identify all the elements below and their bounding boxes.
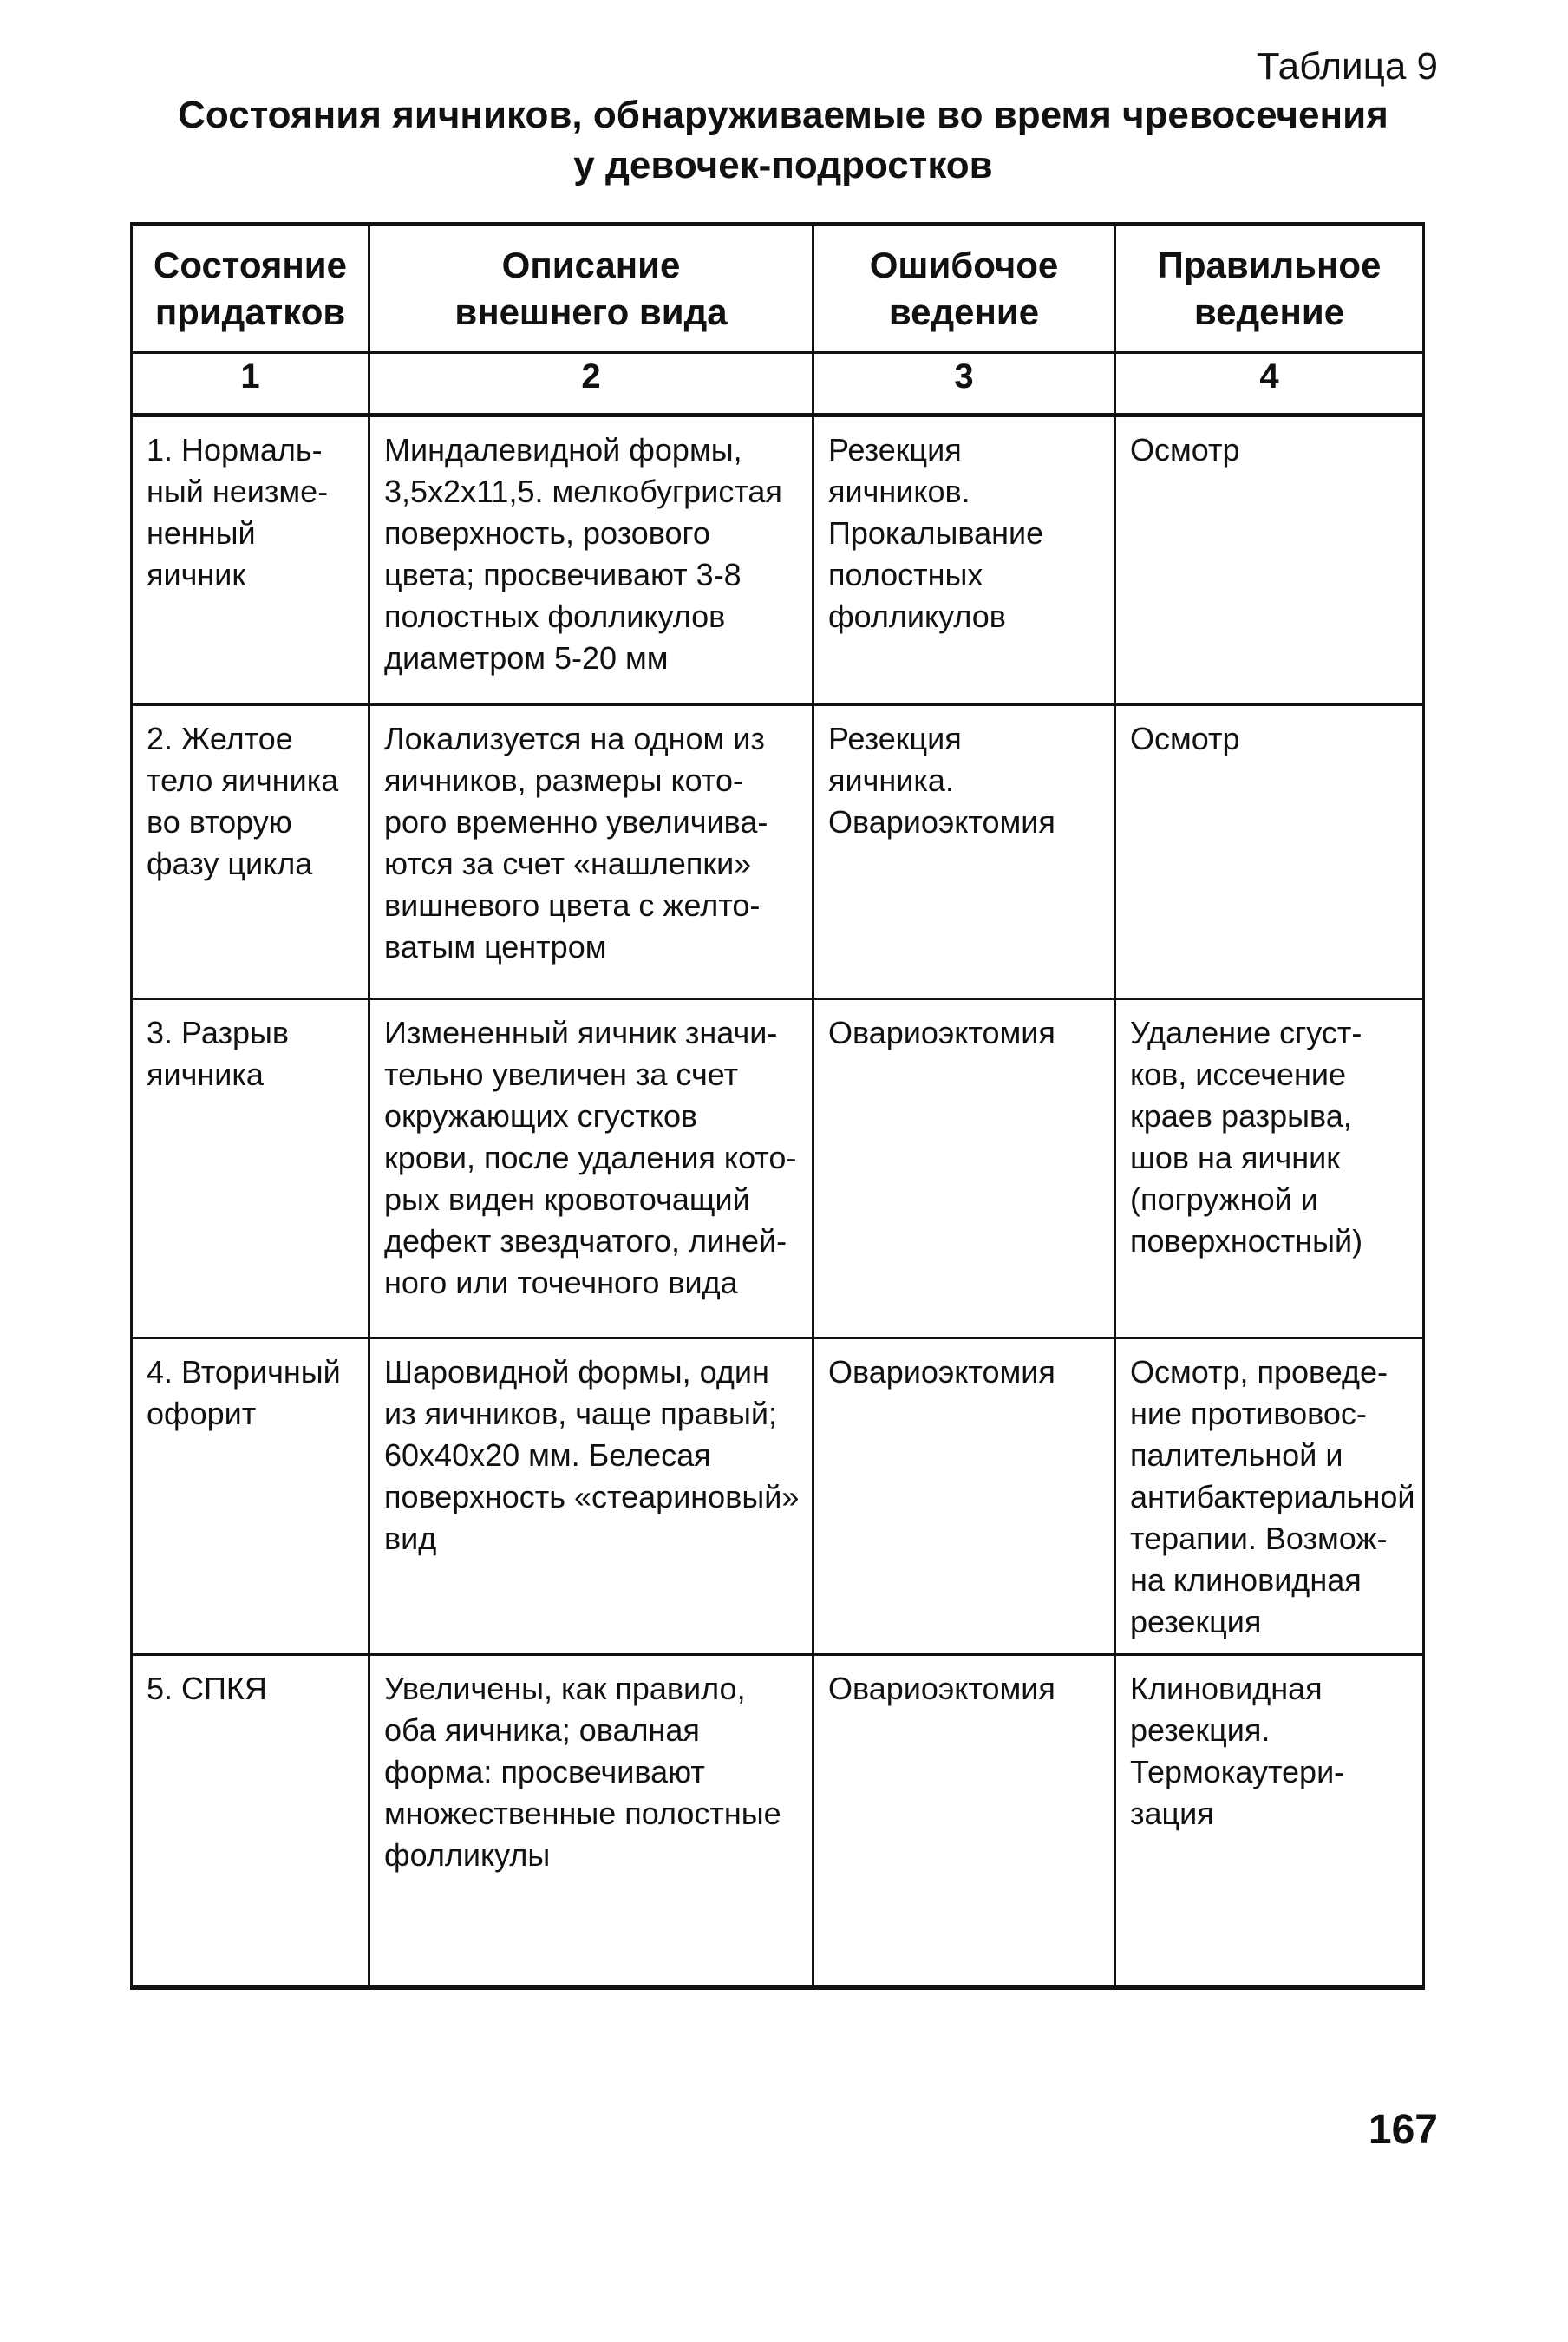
column-number-1: 1	[132, 353, 369, 415]
column-number-row	[132, 353, 1424, 415]
row-1-wrong-management: Резекция яичников. Прокалывание полостных фолликулов	[813, 415, 1115, 705]
row-4-correct-management: Осмотр, проведе- ние противовос- палительной и антибактериальной терапии. Возмож- на клиновидная резекция	[1115, 1338, 1424, 1655]
table-row	[132, 999, 1424, 1338]
row-4-description: Шаровидной формы, один из яичников, чаще правый; 60х40х20 мм. Белесая поверхность «стеариновый» вид	[369, 1338, 813, 1655]
table-row	[132, 705, 1424, 999]
row-5-description: Увеличены, как правило, оба яичника; овалная форма: просвечивают множественные полостные фолликулы	[369, 1655, 813, 1988]
row-4-state: 4. Вторичный офорит	[132, 1338, 369, 1655]
row-2-wrong-management: Резекция яичника. Овариоэктомия	[813, 705, 1115, 999]
table-title-line-2: у девочек-подростков	[573, 144, 993, 186]
column-number-4: 4	[1115, 353, 1424, 415]
table-row	[132, 1655, 1424, 1988]
row-3-correct-management: Удаление сгуст- ков, иссечение краев разрыва, шов на яичник (погружной и поверхностный)	[1115, 999, 1424, 1338]
page-number: 167	[1368, 2107, 1438, 2153]
row-2-correct-management: Осмотр	[1115, 705, 1424, 999]
row-1-correct-management: Осмотр	[1115, 415, 1424, 705]
row-4-wrong-management: Овариоэктомия	[813, 1338, 1115, 1655]
row-5-state: 5. СПКЯ	[132, 1655, 369, 1988]
column-number-3: 3	[813, 353, 1115, 415]
row-3-wrong-management: Овариоэктомия	[813, 999, 1115, 1338]
row-3-description: Измененный яичник значи- тельно увеличен за счет окружающих сгустков крови, после удаления кото- рых виден кровоточащий дефект звездчатого, линей- ного или точечного вида	[369, 999, 813, 1338]
table-title-line-1: Состояния яичников, обнаруживаемые во время чревосечения	[178, 94, 1388, 136]
table-label: Таблица 9	[1256, 45, 1438, 88]
ovary-states-table	[130, 222, 1425, 1990]
row-1-state: 1. Нормаль- ный неизме- ненный яичник	[132, 415, 369, 705]
header-state: Состояние придатков	[132, 225, 369, 353]
row-1-description: Миндалевидной формы, 3,5х2х11,5. мелкобугристая поверхность, розового цвета; просвечивают 3-8 полостных фолликулов диаметром 5-20 мм	[369, 415, 813, 705]
table-title	[130, 90, 1436, 191]
row-5-correct-management: Клиновидная резекция. Термокаутери- зация	[1115, 1655, 1424, 1988]
header-wrong-management: Ошибочое ведение	[813, 225, 1115, 353]
row-2-state: 2. Желтое тело яичника во вторую фазу цикла	[132, 705, 369, 999]
table-header-row	[132, 225, 1424, 353]
column-number-2: 2	[369, 353, 813, 415]
table-row	[132, 1338, 1424, 1655]
row-5-wrong-management: Овариоэктомия	[813, 1655, 1115, 1988]
table-row	[132, 415, 1424, 705]
header-description: Описание внешнего вида	[369, 225, 813, 353]
row-3-state: 3. Разрыв яичника	[132, 999, 369, 1338]
row-2-description: Локализуется на одном из яичников, размеры кото- рого временно увеличива- ются за счет «нашлепки» вишневого цвета с желто- ватым центром	[369, 705, 813, 999]
header-correct-management: Правильное ведение	[1115, 225, 1424, 353]
